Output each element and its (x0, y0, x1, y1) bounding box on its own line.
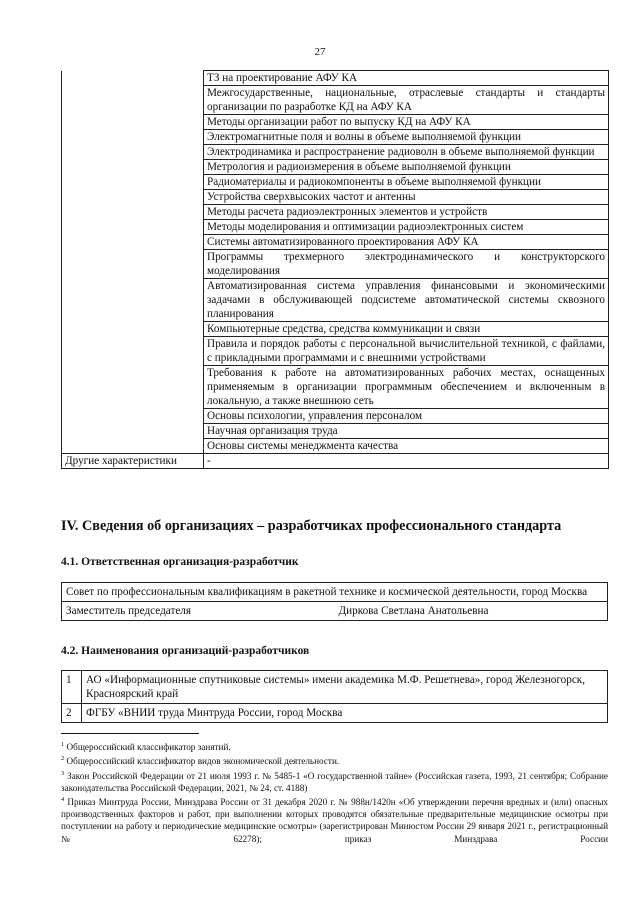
knowledge-item: Программы трехмерного электродинамического и конструкторского моделирования (204, 250, 609, 279)
footnote-text: Общероссийский классификатор видов экономической деятельности. (66, 756, 340, 767)
knowledge-item: Научная организация труда (204, 424, 609, 439)
table-row (62, 115, 609, 130)
developer-number: 1 (62, 671, 82, 704)
footnote-mark: 1 (61, 741, 65, 748)
knowledge-item: Межгосударственные, национальные, отраслевые стандарты и стандарты организации по разработке КД на АФУ КА (204, 86, 609, 115)
table-row (62, 175, 609, 190)
developers-heading: 4.2. Наименования организаций-разработчиков (61, 645, 310, 657)
knowledge-item: Метрология и радиоизмерения в объеме выполняемой функции (204, 160, 609, 175)
table-row (62, 279, 609, 322)
responsible-person: Диркова Светлана Анатольевна (335, 602, 608, 621)
footnote-mark: 2 (61, 755, 65, 763)
table-row (62, 250, 609, 279)
knowledge-item: Правила и порядок работы с персональной вычислительной техникой, с файлами, с прикладными программами и с внешними устройствами (204, 337, 609, 366)
knowledge-item: Компьютерные средства, средства коммуникации и связи (204, 322, 609, 337)
knowledge-item: Электродинамика и распространение радиоволн в объеме выполняемой функции (204, 145, 609, 160)
knowledge-item: Устройства сверхвысоких частот и антенны (204, 190, 609, 205)
section-heading: IV. Сведения об организациях – разработчиках профессионального стандарта (61, 518, 562, 534)
footnotes (61, 739, 608, 845)
knowledge-item: Основы психологии, управления персоналом (204, 409, 609, 424)
responsible-position: Заместитель председателя (62, 602, 335, 621)
table-row (62, 366, 609, 409)
table-row (62, 71, 609, 86)
knowledge-table (61, 70, 609, 469)
knowledge-item: Радиоматериалы и радиокомпоненты в объеме выполняемой функции (204, 175, 609, 190)
table-row (62, 322, 609, 337)
other-characteristics-row (62, 454, 609, 469)
table-row (62, 145, 609, 160)
table-row (62, 704, 608, 723)
knowledge-item: ТЗ на проектирование АФУ КА (204, 71, 609, 86)
responsible-org-name: Совет по профессиональным квалификациям в ракетной технике и космической деятельности, город Москва (62, 583, 608, 602)
table-row (62, 205, 609, 220)
responsible-org-heading: 4.1. Ответственная организация-разработчик (61, 556, 299, 568)
knowledge-item: Системы автоматизированного проектирования АФУ КА (204, 235, 609, 250)
knowledge-item: Методы расчета радиоэлектронных элементов и устройств (204, 205, 609, 220)
footnote (61, 753, 608, 767)
table-row (62, 190, 609, 205)
table-row (62, 409, 609, 424)
responsible-org-table (61, 582, 608, 621)
table-row (62, 220, 609, 235)
other-characteristics-label: Другие характеристики (62, 454, 204, 469)
table-row (62, 86, 609, 115)
footnote (61, 794, 608, 845)
footnote (61, 739, 608, 753)
footnote-text: Общероссийский классификатор занятий. (66, 742, 231, 753)
knowledge-item: Требования к работе на автоматизированных рабочих местах, оснащенных применяемым в организации программным обеспечением и включенным в локальную, а также внешнюю сеть (204, 366, 609, 409)
developer-number: 2 (62, 704, 82, 723)
table-row (62, 583, 608, 602)
table-row (62, 160, 609, 175)
table-row (62, 671, 608, 704)
knowledge-item: Методы организации работ по выпуску КД на АФУ КА (204, 115, 609, 130)
table-row (62, 337, 609, 366)
footnote-mark: 3 (61, 769, 65, 777)
page-number: 27 (314, 46, 326, 58)
table-row (62, 130, 609, 145)
knowledge-item: Методы моделирования и оптимизации радиоэлектронных систем (204, 220, 609, 235)
table-row (62, 602, 608, 621)
knowledge-item: Электромагнитные поля и волны в объеме выполняемой функции (204, 130, 609, 145)
other-characteristics-value: - (204, 454, 609, 469)
table-row (62, 424, 609, 439)
developer-name: ФГБУ «ВНИИ труда Минтруда России, город Москва (82, 704, 608, 723)
table-row (62, 439, 609, 454)
footnote-divider (61, 733, 199, 734)
footnote-text: Приказ Минтруда России, Минздрава России от 31 декабря 2020 г. № 988н/1420н «Об утверждении перечня вредных и (или) опасных производственных факторов и работ, при выполнении которых проводятся обязательные предварительные медицинские осмотры при поступлении на работу и периодические медицинские осмотры» (зарегистрирован Минюстом России 29 января 2021 г., регистрационный № 62278); приказ Минздрава России (61, 797, 609, 844)
developers-table (61, 670, 608, 723)
developer-name: АО «Информационные спутниковые системы» имени академика М.Ф. Решетнева», город Железногорск, Красноярский край (82, 671, 608, 704)
footnote-mark: 4 (61, 796, 65, 803)
knowledge-item: Автоматизированная система управления финансовыми и экономическими задачами в обслуживающей подсистеме автоматической системы сквозного планирования (204, 279, 609, 322)
footnote-text: Закон Российской Федерации от 21 июля 1993 г. № 5485-1 «О государственной тайне» (Российская газета, 1993, 21 сентября; Собрание законодательства Российской Федерации, 2021, № 24, ст. 4188) (61, 770, 608, 793)
footnote (61, 768, 608, 794)
knowledge-item: Основы системы менеджмента качества (204, 439, 609, 454)
table-row (62, 235, 609, 250)
